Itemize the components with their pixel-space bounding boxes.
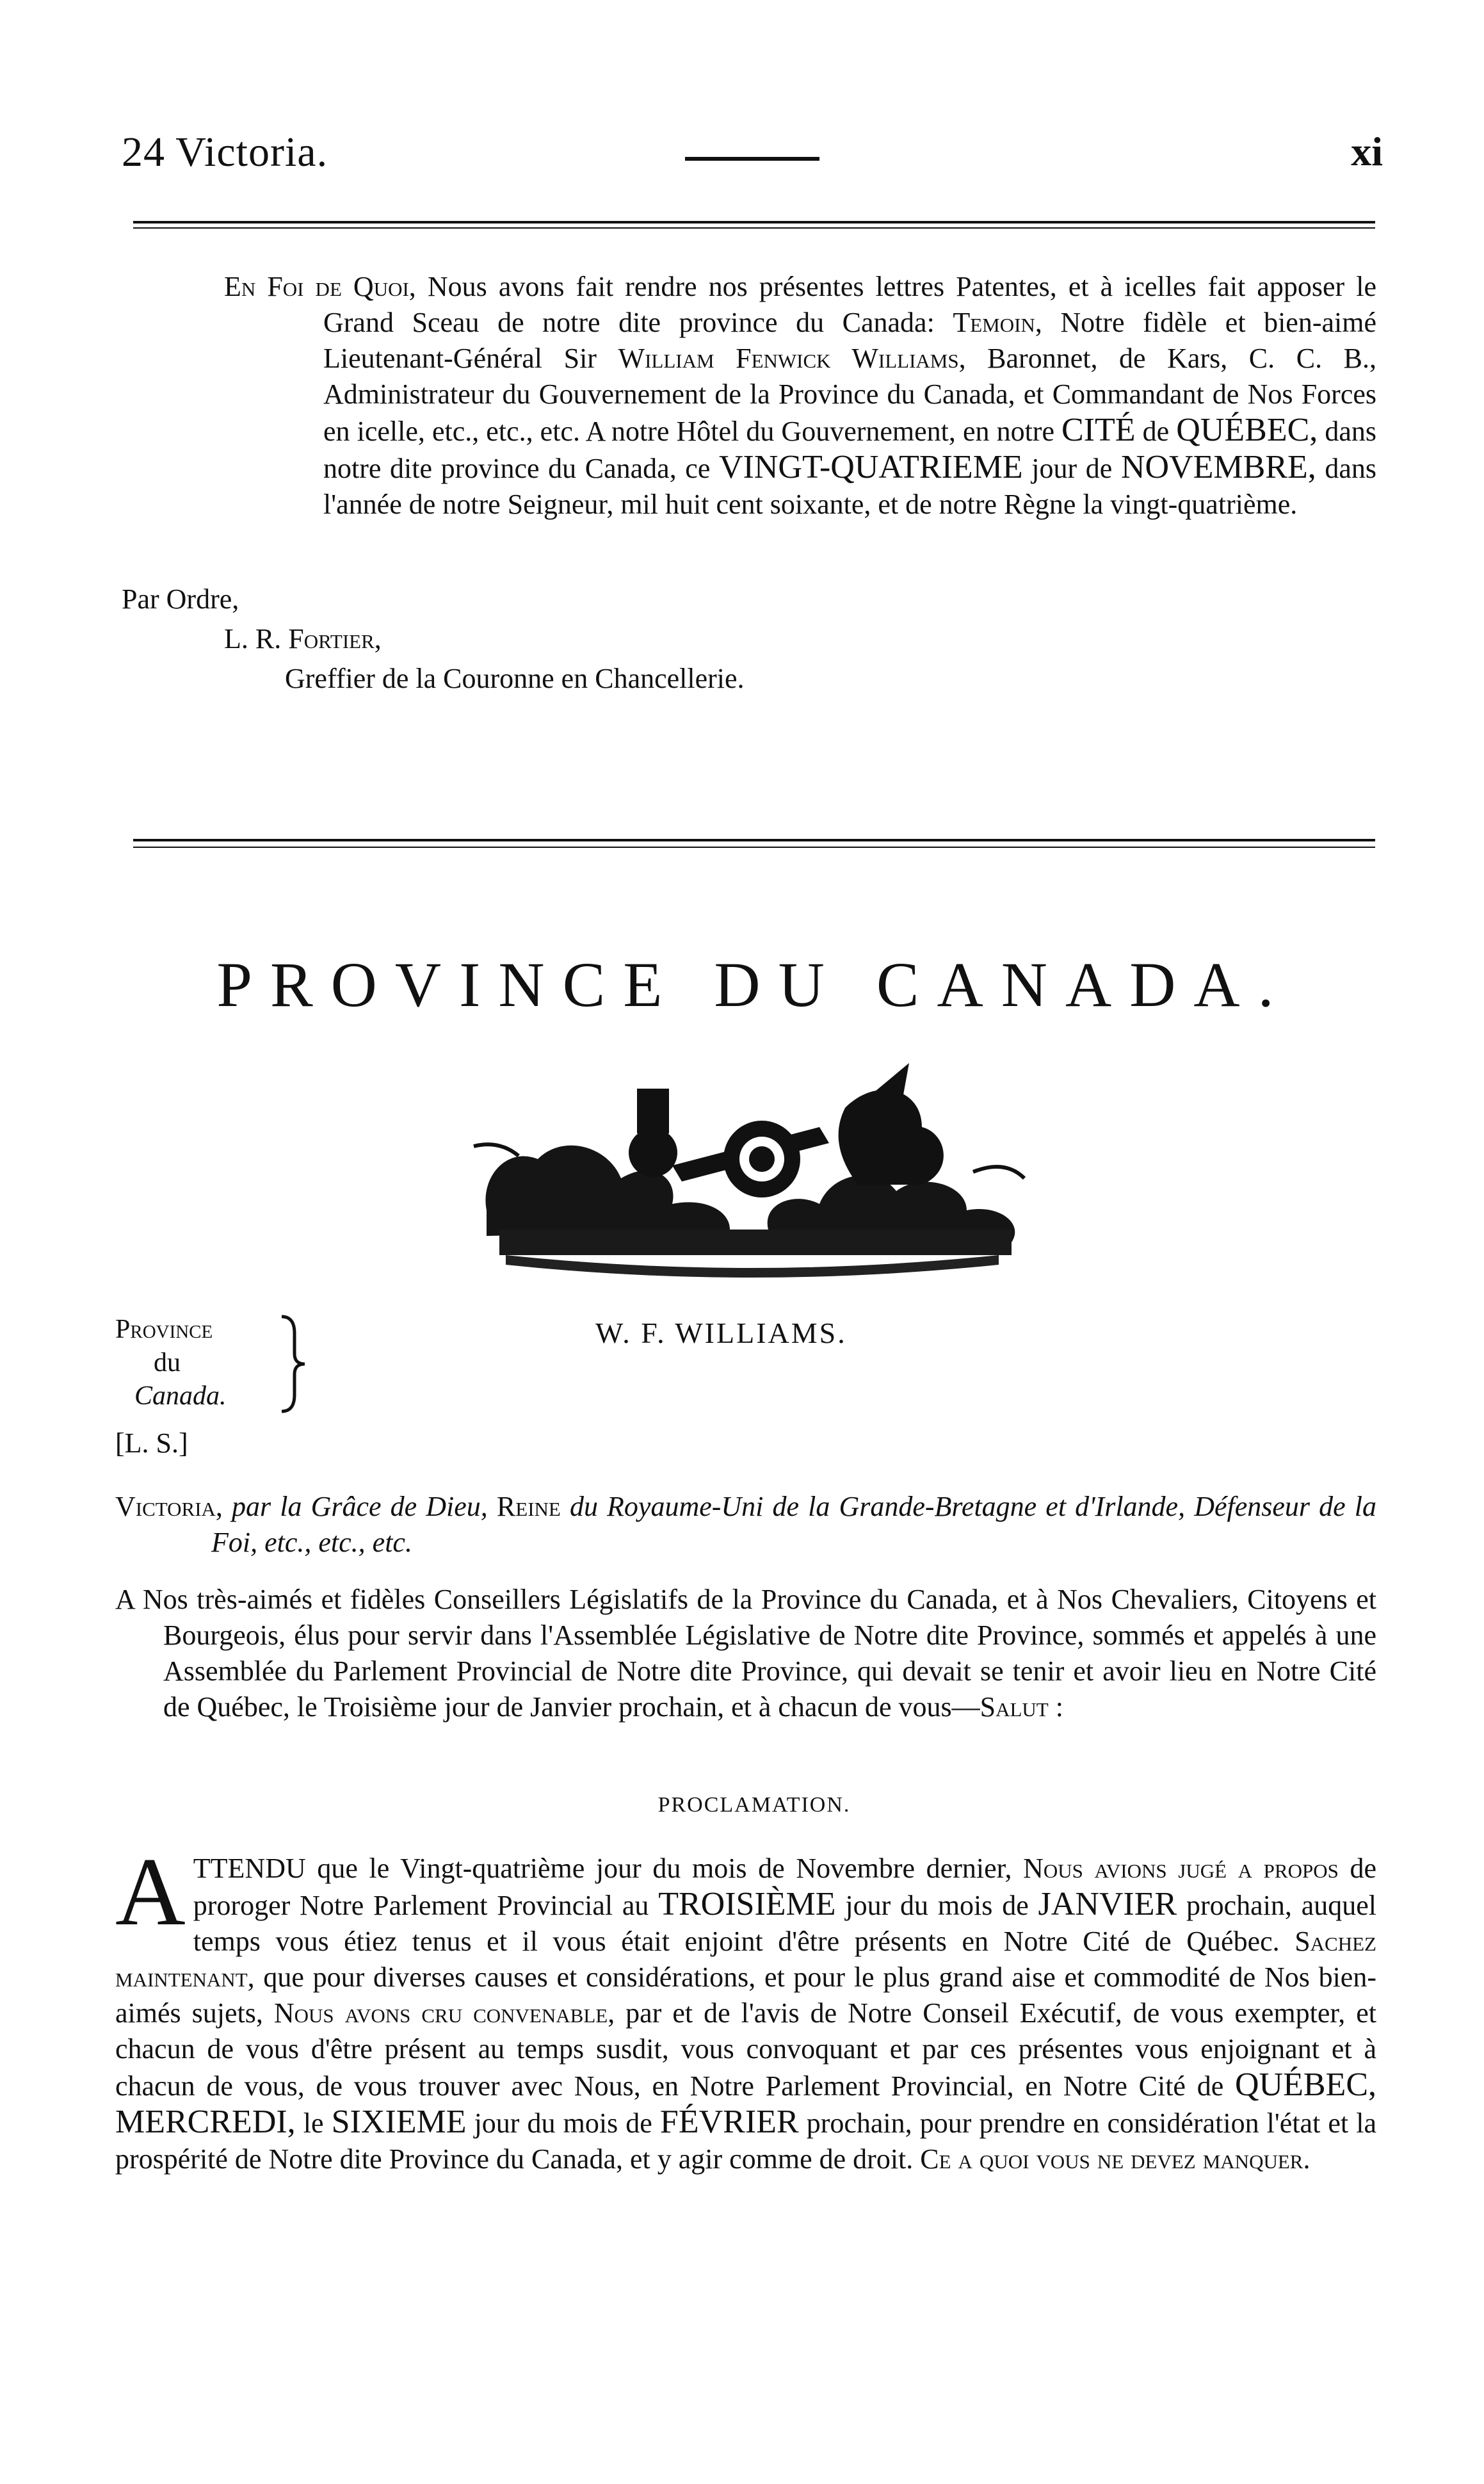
seal-marker: [L. S.] [115,1427,188,1459]
salut-word: Salut [980,1691,1049,1723]
signer-line: L. R. Fortier, [224,623,382,654]
province-label: Province [115,1315,213,1344]
du-label: du [154,1348,181,1377]
victoria-name: Victoria, [115,1491,223,1522]
page-title: PROVINCE DU CANADA. [216,949,1292,1020]
drop-cap: A [115,1838,186,1945]
signature-block [122,580,1146,699]
closing-formula: Ce a quoi vous ne devez manquer. [920,2143,1311,2175]
section-rule [133,839,1375,841]
header-act-label: 24 Victoria. [122,129,328,175]
signer-name: Fortier, [288,623,382,654]
governor-name: W. F. WILLIAMS. [595,1317,847,1349]
page-number: xi [1351,129,1383,174]
header-rule [133,221,1375,223]
right-brace-icon [275,1314,314,1414]
header-dash [685,157,819,161]
royal-style-paragraph: Victoria, par la Grâce de Dieu, Reine du Royaume-Uni de la Grande-Bretagne et d'Irlande, Défenseur de la Foi, etc., etc., etc. [115,1491,1376,1558]
royal-coat-of-arms-icon [461,1050,1037,1294]
section-rule-thin [133,847,1375,848]
address-paragraph: A Nos très-aimés et fidèles Conseillers Législatifs de la Province du Canada, et à Nos Chevaliers, Citoyens et Bourgeois, élus pour servir dans l'Assemblée Législative de Notre dite Province, sommés et appelés à une Assemblée du Parlement Provincial de Notre dite Province, qui devait se tenir et avoir lieu en Notre Cité de Québec, le Troisième jour de Janvier prochain, et à chacun de vous—Salut : [115,1584,1376,1723]
running-header [122,122,1383,192]
signer-title: Greffier de la Couronne en Chancellerie. [285,663,745,694]
preamble-paragraph: En Foi de Quoi, Nous avons fait rendre nos présentes lettres Patentes, et à icelles fait apposer le Grand Sceau de notre dite province du Canada: Temoin, Notre fidèle et bien-aimé Lieutenant-Général Sir William Fenwick Williams, Baronnet, de Kars, C. C. B., Administrateur du Gouvernement de la Province du Canada, et Commandant de Nos Forces en icelle, etc., etc., etc. A notre Hôtel du Gouvernement, en notre CITÉ de QUÉBEC, dans notre dite province du Canada, ce VINGT-QUATRIEME jour de NOVEMBRE, dans l'année de notre Seigneur, mil huit cent soixante, et de notre Règne la vingt-quatrième. [224,271,1376,520]
administrator-name: William Fenwick Williams, [618,343,966,374]
canada-label: Canada. [134,1381,227,1411]
proclamation-heading: PROCLAMATION. [657,1793,851,1817]
par-ordre: Par Ordre, [122,583,239,615]
preamble-lead: En Foi de Quoi, [224,271,416,302]
province-bracket-block [115,1313,327,1479]
header-rule-thin [133,227,1375,229]
proclamation-paragraph: ATTENDU que le Vingt-quatrième jour du mois de Novembre dernier, Nous avions jugé a propos de proroger Notre Parlement Provincial au TROISIÈME jour du mois de JANVIER prochain, auquel temps vous étiez tenus et il vous était enjoint d'être présents en Notre Cité de Québec. Sachez maintenant, que pour diverses causes et considérations, et pour le plus grand aise et commodité de Nos bien-aimés sujets, Nous avons cru convenable, par et de l'avis de Notre Conseil Exécutif, de vous exempter, et chacun de vous d'être présent au temps susdit, vous convoquant et par ces présentes vous enjoignant et à chacun de vous, de vous trouver avec Nous, en Notre Parlement Provincial, en Notre Cité de QUÉBEC, MERCREDI, le SIXIEME jour du mois de FÉVRIER prochain, pour prendre en considération l'état et la prospérité de Notre dite Province du Canada, et y agir comme de droit. Ce a quoi vous ne devez manquer. [115,1838,1377,2175]
temoin-label: Temoin, [953,307,1042,338]
